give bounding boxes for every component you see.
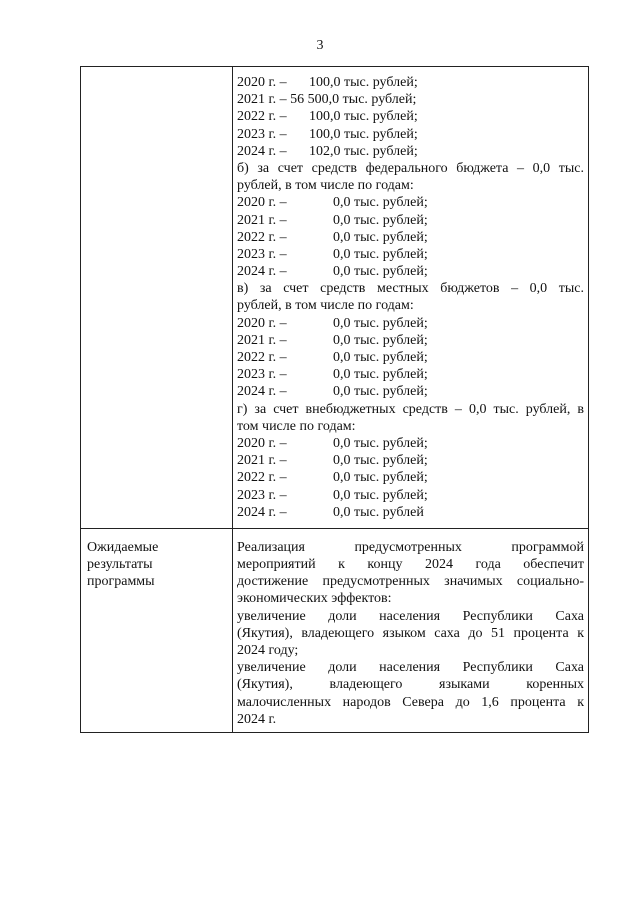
funding-line xyxy=(237,126,584,143)
page-number: 3 xyxy=(316,38,324,53)
funding-year: 2023 г. – xyxy=(237,246,287,262)
funding-amount: 0,0 тыс. рублей; xyxy=(333,435,428,451)
funding-amount: 0,0 тыс. рублей; xyxy=(333,246,428,262)
funding-year: 2022 г. – xyxy=(237,350,287,365)
funding-line xyxy=(237,212,584,229)
funding-year: 2024 г. – xyxy=(237,384,287,400)
extrabudgetary-heading: г) за счет внебюджетных средств – 0,0 тыс. рублей, в xyxy=(237,401,584,417)
funding-amount: 100,0 тыс. рублей; xyxy=(309,126,418,142)
results-text-line: (Якутия), владеющего языком саха до 51 процента к xyxy=(237,625,584,641)
row1-left-cell xyxy=(81,67,233,529)
funding-line xyxy=(237,74,584,91)
funding-line xyxy=(237,246,584,263)
extrabudgetary-heading-cont: том числе по годам: xyxy=(237,418,356,434)
funding-amount: 0,0 тыс. рублей; xyxy=(333,487,428,503)
funding-amount: 0,0 тыс. рублей; xyxy=(333,367,428,383)
funding-year: 2024 г. – xyxy=(237,264,287,280)
row2-right-cell xyxy=(233,528,589,732)
funding-line xyxy=(237,332,584,349)
funding-line xyxy=(237,108,584,125)
funding-year: 2022 г. – xyxy=(237,229,287,245)
funding-year: 2023 г. – xyxy=(237,487,287,503)
table-row-financing xyxy=(81,67,589,529)
funding-line xyxy=(237,487,584,504)
federal-budget-heading: б) за счет средств федерального бюджета – 0,0 тыс. xyxy=(237,160,584,176)
funding-year: 2024 г. – xyxy=(237,143,287,159)
funding-line xyxy=(237,229,584,246)
row1-right-cell xyxy=(233,67,589,529)
funding-amount: 0,0 тыс. рублей; xyxy=(333,212,428,228)
funding-line xyxy=(237,143,584,160)
funding-year: 2020 г. – xyxy=(237,435,287,451)
funding-line xyxy=(237,315,584,332)
funding-amount: 0,0 тыс. рублей; xyxy=(333,350,428,365)
federal-budget-heading-cont: рублей, в том числе по годам: xyxy=(237,178,414,194)
funding-amount: 100,0 тыс. рублей; xyxy=(309,109,418,125)
results-text-line: малочисленных народов Севера до 1,6 процента к xyxy=(237,694,584,710)
passport-table xyxy=(80,66,589,733)
funding-line xyxy=(237,366,584,383)
funding-amount: 100,0 тыс. рублей; xyxy=(309,75,418,90)
results-text-line: увеличение доли населения Республики Саха xyxy=(237,608,584,624)
section-label: программы xyxy=(87,574,155,590)
row1-left-text xyxy=(81,67,232,77)
funding-amount: 0,0 тыс. рублей xyxy=(333,504,424,520)
local-budget-heading: в) за счет средств местных бюджетов – 0,0 тыс. xyxy=(237,281,584,297)
funding-line xyxy=(237,91,584,108)
funding-amount: 0,0 тыс. рублей; xyxy=(333,453,428,469)
section-label: Ожидаемые xyxy=(87,539,159,555)
funding-year: 2021 г. – xyxy=(237,332,287,348)
funding-amount: 0,0 тыс. рублей; xyxy=(333,384,428,400)
funding-year: 2021 г. – xyxy=(237,453,287,469)
funding-year: 2021 г. – xyxy=(237,212,287,228)
funding-year: 2023 г. – xyxy=(237,367,287,383)
funding-year: 2023 г. – xyxy=(237,126,287,142)
funding-line xyxy=(237,194,584,211)
funding-line xyxy=(237,504,584,521)
funding-amount: 0,0 тыс. рублей; xyxy=(333,229,428,245)
funding-year: 2022 г. – xyxy=(237,109,287,125)
funding-line xyxy=(237,263,584,280)
funding-line xyxy=(237,469,584,486)
funding-line xyxy=(237,383,584,400)
funding-year: 2020 г. – xyxy=(237,315,287,331)
funding-year: 2021 г. – 56 500,0 тыс. рублей; xyxy=(237,92,417,108)
funding-year: 2020 г. – xyxy=(237,75,287,90)
results-text-line: увеличение доли населения Республики Саха xyxy=(237,660,584,676)
local-budget-heading-cont: рублей, в том числе по годам: xyxy=(237,298,414,314)
funding-amount: 0,0 тыс. рублей; xyxy=(333,332,428,348)
results-text-line: 2024 году; xyxy=(237,643,299,658)
funding-amount: 102,0 тыс. рублей; xyxy=(309,143,418,159)
row2-left-cell xyxy=(81,528,233,732)
section-label: результаты xyxy=(87,557,153,573)
funding-line xyxy=(237,435,584,452)
funding-amount: 0,0 тыс. рублей; xyxy=(333,195,428,211)
funding-year: 2020 г. – xyxy=(237,195,287,211)
results-text-line: экономических эффектов: xyxy=(237,591,392,607)
results-text-line: мероприятий к концу 2024 года обеспечит xyxy=(237,557,584,573)
funding-year: 2022 г. – xyxy=(237,470,287,486)
table-row-expected-results xyxy=(81,528,589,732)
funding-amount: 0,0 тыс. рублей; xyxy=(333,315,428,331)
funding-year: 2024 г. – xyxy=(237,504,287,520)
funding-line xyxy=(237,452,584,469)
funding-amount: 0,0 тыс. рублей; xyxy=(333,470,428,486)
funding-line xyxy=(237,349,584,366)
funding-amount: 0,0 тыс. рублей; xyxy=(333,264,428,280)
results-text-line: (Якутия), владеющего языками коренных xyxy=(237,677,584,693)
results-text-line: достижение предусмотренных значимых социально- xyxy=(237,574,584,590)
results-text-line: Реализация предусмотренных программой xyxy=(237,539,584,555)
results-text-line: 2024 г. xyxy=(237,711,277,727)
